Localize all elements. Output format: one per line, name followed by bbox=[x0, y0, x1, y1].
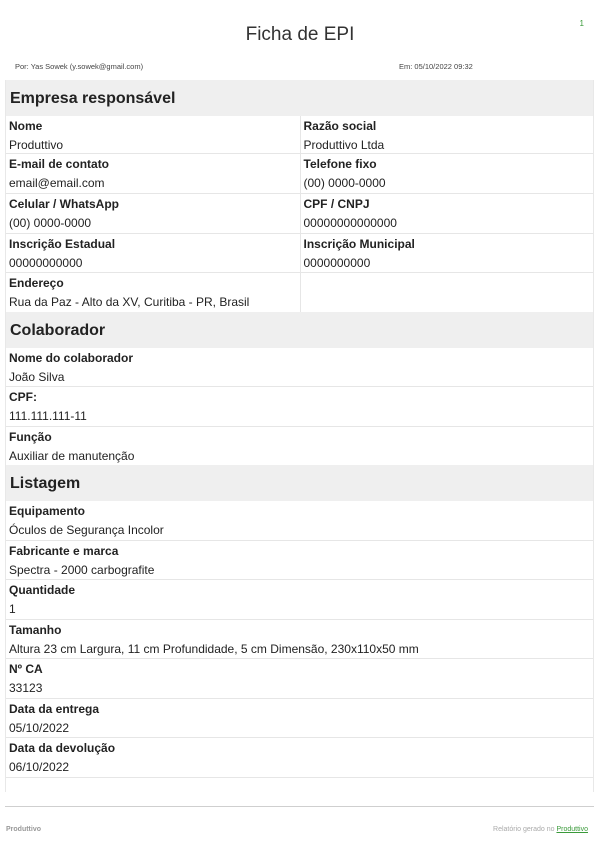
empresa-row-contato bbox=[6, 154, 593, 194]
colaborador-row-cpf bbox=[6, 387, 593, 427]
listagem-row-fabricante bbox=[6, 541, 593, 580]
field-value: Auxiliar de manutenção bbox=[9, 449, 135, 463]
field-empty bbox=[300, 273, 594, 312]
listagem-row-equipamento bbox=[6, 501, 593, 541]
field-label: Tamanho bbox=[9, 623, 62, 637]
field-label: CPF: bbox=[9, 390, 37, 404]
field-value: Rua da Paz - Alto da XV, Curitiba - PR, Brasil bbox=[9, 295, 250, 309]
page-number: 1 bbox=[579, 19, 584, 28]
field-value: João Silva bbox=[9, 370, 65, 384]
field-value: Spectra - 2000 carbografite bbox=[9, 563, 155, 577]
field-equipamento bbox=[6, 501, 593, 540]
field-inscricao-municipal bbox=[300, 234, 594, 272]
field-value: (00) 0000-0000 bbox=[9, 216, 92, 230]
field-label: Data da devolução bbox=[9, 741, 116, 755]
field-value: 1 bbox=[9, 602, 16, 616]
field-celular bbox=[6, 194, 300, 233]
field-label: Data da entrega bbox=[9, 702, 100, 716]
field-numero-ca bbox=[6, 659, 593, 698]
footer-brand: Produttivo bbox=[6, 826, 41, 833]
field-value: 33123 bbox=[9, 681, 43, 695]
field-label: Quantidade bbox=[9, 583, 76, 597]
listagem-row-tamanho bbox=[6, 620, 593, 659]
empresa-row-nome bbox=[6, 116, 593, 154]
field-value: Produttivo Ltda bbox=[303, 138, 385, 152]
field-label: Telefone fixo bbox=[303, 157, 377, 171]
field-nome bbox=[6, 116, 300, 153]
field-nome-colaborador bbox=[6, 348, 593, 386]
empresa-row-celular bbox=[6, 194, 593, 234]
field-label: Celular / WhatsApp bbox=[9, 197, 120, 211]
field-label: Endereço bbox=[9, 276, 64, 290]
field-fabricante bbox=[6, 541, 593, 579]
section-colaborador-header: Colaborador bbox=[6, 312, 593, 348]
field-label: Função bbox=[9, 430, 52, 444]
field-label: E-mail de contato bbox=[9, 157, 110, 171]
footer-produttivo-link[interactable]: Produttivo bbox=[556, 826, 588, 833]
listagem-row-entrega bbox=[6, 699, 593, 738]
field-value: 06/10/2022 bbox=[9, 760, 70, 774]
field-data-entrega bbox=[6, 699, 593, 737]
field-razao-social bbox=[300, 116, 594, 153]
footer-divider bbox=[5, 806, 594, 807]
field-data-devolucao bbox=[6, 738, 593, 777]
field-value: 111.111.111-11 bbox=[9, 409, 87, 423]
field-value: Produttivo bbox=[9, 138, 64, 152]
section-listagem-header: Listagem bbox=[6, 465, 593, 501]
section-empresa-header: Empresa responsável bbox=[6, 80, 593, 116]
field-cpf bbox=[6, 387, 593, 426]
listagem-row-quantidade bbox=[6, 580, 593, 620]
field-label: Razão social bbox=[303, 119, 377, 133]
content-bottom-spacer bbox=[6, 778, 593, 792]
field-label: Inscrição Municipal bbox=[303, 237, 415, 251]
field-endereco bbox=[6, 273, 300, 312]
field-funcao bbox=[6, 427, 593, 465]
field-value: Altura 23 cm Largura, 11 cm Profundidade, 5 cm Dimensão, 230x110x50 mm bbox=[9, 642, 419, 656]
field-value: 0000000000 bbox=[303, 256, 371, 270]
field-value: (00) 0000-0000 bbox=[303, 176, 386, 190]
footer-generated-note bbox=[493, 826, 588, 833]
listagem-row-ca bbox=[6, 659, 593, 699]
colaborador-row-nome bbox=[6, 348, 593, 387]
field-quantidade bbox=[6, 580, 593, 619]
field-email bbox=[6, 154, 300, 193]
field-label: Nome bbox=[9, 119, 43, 133]
field-value: email@email.com bbox=[9, 176, 105, 190]
field-label: Nº CA bbox=[9, 662, 43, 676]
field-tamanho bbox=[6, 620, 593, 658]
meta-author: Por: Yas Sowek (y.sowek@gmail.com) bbox=[15, 62, 144, 71]
field-label: Inscrição Estadual bbox=[9, 237, 116, 251]
footer-generated-text: Relatório gerado no bbox=[493, 826, 557, 833]
report-content bbox=[5, 80, 594, 792]
field-value: Óculos de Segurança Incolor bbox=[9, 523, 164, 537]
field-telefone bbox=[300, 154, 594, 193]
field-cpf-cnpj bbox=[300, 194, 594, 233]
field-value: 00000000000 bbox=[9, 256, 83, 270]
field-value: 05/10/2022 bbox=[9, 721, 70, 735]
field-inscricao-estadual bbox=[6, 234, 300, 272]
listagem-row-devolucao bbox=[6, 738, 593, 778]
field-label: Nome do colaborador bbox=[9, 351, 134, 365]
empresa-row-inscricao bbox=[6, 234, 593, 273]
field-label: Equipamento bbox=[9, 504, 86, 518]
document-title: Ficha de EPI bbox=[245, 24, 355, 45]
field-label: CPF / CNPJ bbox=[303, 197, 370, 211]
colaborador-row-funcao bbox=[6, 427, 593, 465]
field-label: Fabricante e marca bbox=[9, 544, 119, 558]
meta-date: Em: 05/10/2022 09:32 bbox=[399, 62, 473, 71]
field-value: 00000000000000 bbox=[303, 216, 397, 230]
empresa-row-endereco bbox=[6, 273, 593, 312]
